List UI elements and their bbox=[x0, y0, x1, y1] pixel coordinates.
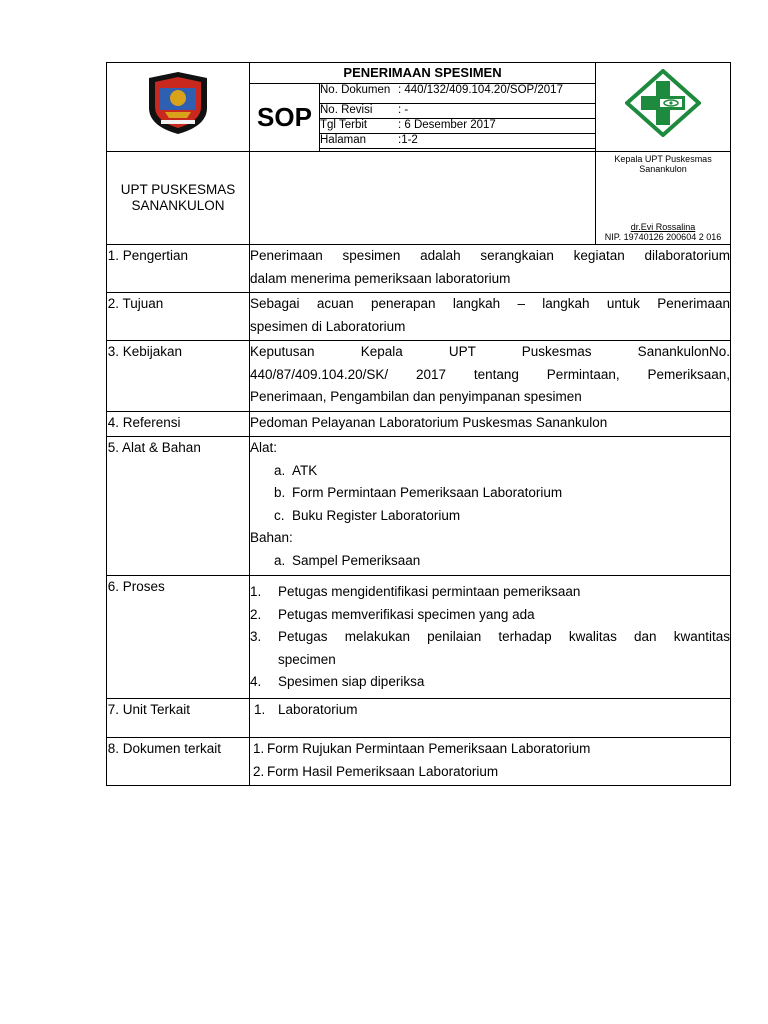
list-item: c. Buku Register Laboratorium bbox=[274, 507, 461, 523]
section-label-cell: 8. Dokumen terkait bbox=[107, 738, 250, 786]
list-item: 1. Form Rujukan Permintaan Pemeriksaan Laboratorium bbox=[253, 741, 591, 756]
list-item: 4. Spesimen siap diperiksa bbox=[250, 674, 425, 689]
section-dokumen-terkait bbox=[107, 738, 731, 786]
section-label-cell: 1. Pengertian bbox=[107, 245, 250, 293]
sop-document bbox=[106, 62, 730, 786]
page-label: Halaman bbox=[320, 134, 367, 146]
sop-label: SOP bbox=[250, 84, 320, 152]
issued-date-value: : 6 Desember 2017 bbox=[398, 119, 496, 131]
list-item: b. Form Permintaan Pemeriksaan Laboratorium bbox=[274, 485, 563, 500]
section-content: Pedoman Pelayanan Laboratorium Puskesmas Sanankulon bbox=[250, 412, 731, 437]
regency-emblem-icon bbox=[145, 70, 211, 136]
page-row bbox=[320, 134, 596, 149]
section-content: Sebagai acuan penerapan langkah – langkah untuk Penerimaan spesimen di Laboratorium bbox=[250, 293, 731, 341]
section-content bbox=[250, 437, 731, 576]
doc-number-value: : 440/132/409.104.20/SOP/2017 bbox=[398, 84, 563, 96]
unit-name-line2: SANANKULON bbox=[131, 198, 225, 213]
signer-nip: NIP. 19740126 200604 2 016 bbox=[604, 232, 722, 242]
doc-number-label: No. Dokumen bbox=[320, 84, 391, 96]
signer-name: dr.Evi Rossalina bbox=[630, 222, 696, 232]
section-proses bbox=[107, 576, 731, 699]
section-content bbox=[250, 699, 731, 738]
signature-cell bbox=[596, 152, 731, 245]
section-kebijakan bbox=[107, 341, 731, 412]
unit-cell bbox=[107, 152, 250, 245]
list-item-continuation: specimen bbox=[278, 651, 336, 667]
section-pengertian bbox=[107, 245, 731, 293]
doc-number-row bbox=[320, 84, 596, 104]
regency-logo-cell bbox=[107, 63, 250, 152]
section-content: Penerimaan spesimen adalah serangkaian kegiatan dilaboratorium dalam menerima pemeriksaan laboratorium bbox=[250, 245, 731, 293]
list-item: a. ATK bbox=[274, 462, 318, 478]
section-label-cell: 4. Referensi bbox=[107, 412, 250, 437]
revision-row bbox=[320, 104, 596, 119]
section-unit-terkait bbox=[107, 699, 731, 738]
puskesmas-logo-icon bbox=[625, 69, 701, 137]
section-referensi bbox=[107, 412, 731, 437]
section-label-cell: 5. Alat & Bahan bbox=[107, 437, 250, 576]
signer-title-line1: Kepala UPT Puskesmas bbox=[614, 154, 712, 164]
document-title: PENERIMAAN SPESIMEN bbox=[250, 63, 596, 84]
section-content bbox=[250, 738, 731, 786]
list-item: 2. Petugas memverifikasi specimen yang ada bbox=[250, 606, 535, 622]
section-label-cell: 7. Unit Terkait bbox=[107, 699, 250, 738]
revision-value: : - bbox=[398, 104, 409, 116]
alat-heading: Alat: bbox=[250, 440, 278, 455]
page-value: :1-2 bbox=[398, 134, 418, 146]
issued-date-row bbox=[320, 119, 596, 134]
section-alat-bahan bbox=[107, 437, 731, 576]
section-content: Keputusan Kepala UPT Puskesmas SanankulonNo. 440/87/409.104.20/SK/ 2017 tentang Permintaan, Pemeriksaan, Penerimaan, Pengambilan dan penyimpanan spesimen bbox=[250, 341, 731, 412]
sop-table bbox=[106, 62, 731, 786]
blank-header-cell bbox=[250, 152, 596, 245]
section-label-cell: 2. Tujuan bbox=[107, 293, 250, 341]
list-item: a. Sampel Pemeriksaan bbox=[274, 552, 421, 568]
section-label-cell: 3. Kebijakan bbox=[107, 341, 250, 412]
section-content bbox=[250, 576, 731, 699]
list-item: 1. Laboratorium bbox=[254, 702, 358, 717]
revision-label: No. Revisi bbox=[320, 104, 373, 116]
unit-name-line1: UPT PUSKESMAS bbox=[120, 182, 236, 197]
list-item: 1. Petugas mengidentifikasi permintaan pemeriksaan bbox=[250, 584, 581, 599]
list-item: 2. Form Hasil Pemeriksaan Laboratorium bbox=[253, 763, 499, 779]
bahan-heading: Bahan: bbox=[250, 530, 293, 545]
section-tujuan bbox=[107, 293, 731, 341]
list-item: 3. Petugas melakukan penilaian terhadap kwalitas dan kwantitas bbox=[250, 629, 731, 644]
puskesmas-logo-cell bbox=[596, 63, 731, 152]
issued-date-label: Tgl Terbit bbox=[320, 119, 368, 131]
section-label-cell: 6. Proses bbox=[107, 576, 250, 699]
signer-title-line2: Sanankulon bbox=[639, 164, 687, 174]
